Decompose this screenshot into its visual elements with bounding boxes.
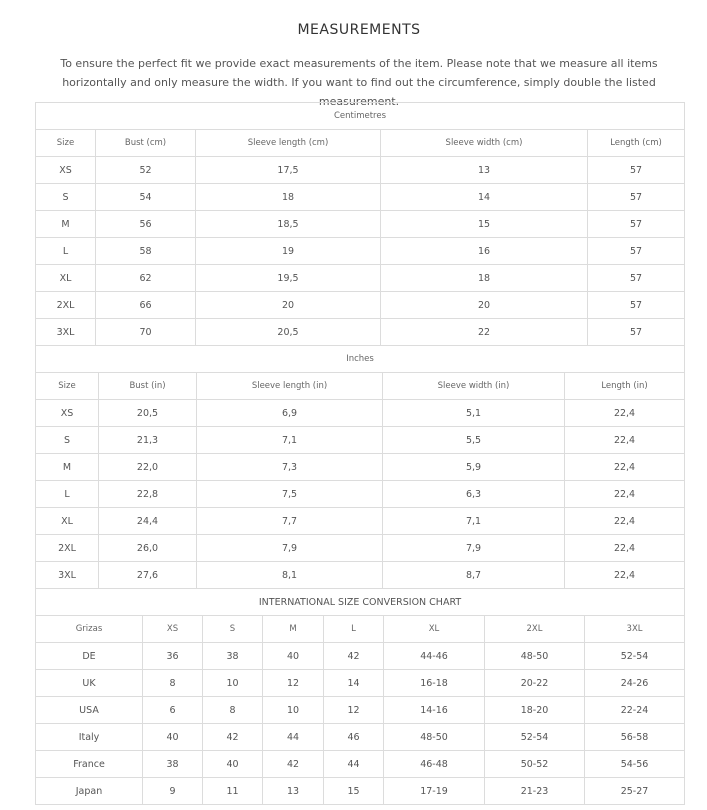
table-row — [36, 454, 685, 481]
row-label: XL — [36, 508, 99, 535]
table-cell: 18 — [381, 265, 588, 292]
table-cell: 13 — [381, 157, 588, 184]
table-cell: 48-50 — [384, 724, 485, 751]
centimetres-table — [35, 102, 685, 346]
table-cell: 57 — [588, 211, 685, 238]
table-cell: 22,4 — [565, 427, 685, 454]
table-cell: 56 — [96, 211, 196, 238]
table-cell: 11 — [203, 778, 263, 805]
table-cell: 17-19 — [384, 778, 485, 805]
column-header: 2XL — [485, 616, 585, 643]
table-cell: 9 — [143, 778, 203, 805]
table-cell: 8,7 — [383, 562, 565, 589]
row-label: L — [36, 238, 96, 265]
table-cell: 8 — [143, 670, 203, 697]
table-cell: 7,1 — [383, 508, 565, 535]
section-row — [36, 589, 685, 616]
table-row — [36, 481, 685, 508]
table-cell: 62 — [96, 265, 196, 292]
row-label: S — [36, 427, 99, 454]
table-row — [36, 427, 685, 454]
table-cell: 5,9 — [383, 454, 565, 481]
table-cell: 22,4 — [565, 535, 685, 562]
table-row — [36, 508, 685, 535]
row-label: Italy — [36, 724, 143, 751]
table-cell: 57 — [588, 238, 685, 265]
table-row — [36, 292, 685, 319]
row-label: 3XL — [36, 562, 99, 589]
table-cell: 14-16 — [384, 697, 485, 724]
table-row — [36, 157, 685, 184]
table-cell: 20-22 — [485, 670, 585, 697]
table-cell: 20 — [196, 292, 381, 319]
table-cell: 14 — [324, 670, 384, 697]
table-cell: 46 — [324, 724, 384, 751]
column-header: M — [263, 616, 324, 643]
table-row — [36, 184, 685, 211]
column-header: Grizas — [36, 616, 143, 643]
column-header: Sleeve width (cm) — [381, 130, 588, 157]
table-cell: 57 — [588, 319, 685, 346]
row-label: M — [36, 211, 96, 238]
table-cell: 22,8 — [99, 481, 197, 508]
column-header: Sleeve length (cm) — [196, 130, 381, 157]
table-cell: 7,5 — [197, 481, 383, 508]
column-header: Sleeve width (in) — [383, 373, 565, 400]
table-cell: 42 — [324, 643, 384, 670]
table-cell: 7,1 — [197, 427, 383, 454]
table-cell: 14 — [381, 184, 588, 211]
row-label: XS — [36, 157, 96, 184]
row-label: 2XL — [36, 292, 96, 319]
page-title: MEASUREMENTS — [297, 22, 421, 38]
table-cell: 7,7 — [197, 508, 383, 535]
table-cell: 56-58 — [585, 724, 685, 751]
row-label: 3XL — [36, 319, 96, 346]
row-label: XL — [36, 265, 96, 292]
table-cell: 18-20 — [485, 697, 585, 724]
table-cell: 6,9 — [197, 400, 383, 427]
table-cell: 5,5 — [383, 427, 565, 454]
table-cell: 10 — [203, 670, 263, 697]
intro-text: To ensure the perfect fit we provide exact measurements of the item. Please note that we measure all items horizontally and only measure the width. If you want to find out the circumference, simply double the listed measurement. — [60, 57, 658, 108]
table-cell: 48-50 — [485, 643, 585, 670]
table-cell: 15 — [324, 778, 384, 805]
table-cell: 20 — [381, 292, 588, 319]
table-cell: 22,0 — [99, 454, 197, 481]
table-cell: 19 — [196, 238, 381, 265]
table-cell: 42 — [263, 751, 324, 778]
table-cell: 12 — [324, 697, 384, 724]
table-cell: 38 — [203, 643, 263, 670]
table-cell: 22,4 — [565, 481, 685, 508]
table-cell: 22,4 — [565, 508, 685, 535]
table-cell: 19,5 — [196, 265, 381, 292]
table-row — [36, 562, 685, 589]
table-cell: 22,4 — [565, 562, 685, 589]
table-cell: 18 — [196, 184, 381, 211]
row-label: S — [36, 184, 96, 211]
section-row — [36, 103, 685, 130]
table-cell: 46-48 — [384, 751, 485, 778]
table-cell: 5,1 — [383, 400, 565, 427]
table-cell: 26,0 — [99, 535, 197, 562]
column-header: Bust (cm) — [96, 130, 196, 157]
table-cell: 10 — [263, 697, 324, 724]
table-cell: 16-18 — [384, 670, 485, 697]
table-row — [36, 670, 685, 697]
table-cell: 36 — [143, 643, 203, 670]
section-title: INTERNATIONAL SIZE CONVERSION CHART — [36, 589, 685, 616]
table-cell: 54 — [96, 184, 196, 211]
row-label: France — [36, 751, 143, 778]
table-cell: 6 — [143, 697, 203, 724]
table-cell: 18,5 — [196, 211, 381, 238]
table-cell: 57 — [588, 184, 685, 211]
table-cell: 21,3 — [99, 427, 197, 454]
table-cell: 13 — [263, 778, 324, 805]
table-row — [36, 697, 685, 724]
table-cell: 22,4 — [565, 400, 685, 427]
table-cell: 52 — [96, 157, 196, 184]
row-label: Japan — [36, 778, 143, 805]
table-cell: 6,3 — [383, 481, 565, 508]
table-cell: 8 — [203, 697, 263, 724]
table-cell: 40 — [203, 751, 263, 778]
table-cell: 20,5 — [196, 319, 381, 346]
inches-table — [35, 345, 685, 589]
table-cell: 16 — [381, 238, 588, 265]
column-header: Length (in) — [565, 373, 685, 400]
table-cell: 17,5 — [196, 157, 381, 184]
section-title: Centimetres — [36, 103, 685, 130]
table-cell: 57 — [588, 157, 685, 184]
row-label: M — [36, 454, 99, 481]
row-label: L — [36, 481, 99, 508]
size-conversion-table — [35, 588, 685, 805]
table-cell: 40 — [263, 643, 324, 670]
table-cell: 22,4 — [565, 454, 685, 481]
column-header: S — [203, 616, 263, 643]
row-label: UK — [36, 670, 143, 697]
row-label: 2XL — [36, 535, 99, 562]
table-cell: 50-52 — [485, 751, 585, 778]
table-cell: 57 — [588, 292, 685, 319]
table-cell: 25-27 — [585, 778, 685, 805]
column-header: XS — [143, 616, 203, 643]
row-label: USA — [36, 697, 143, 724]
column-header: Bust (in) — [99, 373, 197, 400]
table-cell: 44 — [324, 751, 384, 778]
table-row — [36, 643, 685, 670]
table-cell: 58 — [96, 238, 196, 265]
table-cell: 7,9 — [383, 535, 565, 562]
column-header: Size — [36, 373, 99, 400]
table-cell: 21-23 — [485, 778, 585, 805]
table-cell: 7,9 — [197, 535, 383, 562]
table-row — [36, 238, 685, 265]
header-row — [36, 616, 685, 643]
column-header: Length (cm) — [588, 130, 685, 157]
table-cell: 7,3 — [197, 454, 383, 481]
row-label: XS — [36, 400, 99, 427]
column-header: Size — [36, 130, 96, 157]
table-row — [36, 724, 685, 751]
header-row — [36, 130, 685, 157]
table-cell: 52-54 — [585, 643, 685, 670]
section-title: Inches — [36, 346, 685, 373]
table-cell: 38 — [143, 751, 203, 778]
table-row — [36, 535, 685, 562]
header-row — [36, 373, 685, 400]
table-row — [36, 265, 685, 292]
table-row — [36, 400, 685, 427]
table-cell: 54-56 — [585, 751, 685, 778]
table-cell: 22 — [381, 319, 588, 346]
table-row — [36, 778, 685, 805]
table-cell: 70 — [96, 319, 196, 346]
table-row — [36, 319, 685, 346]
table-cell: 22-24 — [585, 697, 685, 724]
table-cell: 12 — [263, 670, 324, 697]
column-header: XL — [384, 616, 485, 643]
table-cell: 66 — [96, 292, 196, 319]
table-cell: 40 — [143, 724, 203, 751]
table-cell: 42 — [203, 724, 263, 751]
row-label: DE — [36, 643, 143, 670]
table-cell: 44 — [263, 724, 324, 751]
table-cell: 27,6 — [99, 562, 197, 589]
column-header: 3XL — [585, 616, 685, 643]
table-cell: 15 — [381, 211, 588, 238]
table-row — [36, 751, 685, 778]
table-cell: 8,1 — [197, 562, 383, 589]
column-header: Sleeve length (in) — [197, 373, 383, 400]
column-header: L — [324, 616, 384, 643]
table-cell: 44-46 — [384, 643, 485, 670]
table-cell: 24,4 — [99, 508, 197, 535]
table-cell: 52-54 — [485, 724, 585, 751]
table-row — [36, 211, 685, 238]
table-cell: 20,5 — [99, 400, 197, 427]
table-cell: 57 — [588, 265, 685, 292]
table-cell: 24-26 — [585, 670, 685, 697]
section-row — [36, 346, 685, 373]
